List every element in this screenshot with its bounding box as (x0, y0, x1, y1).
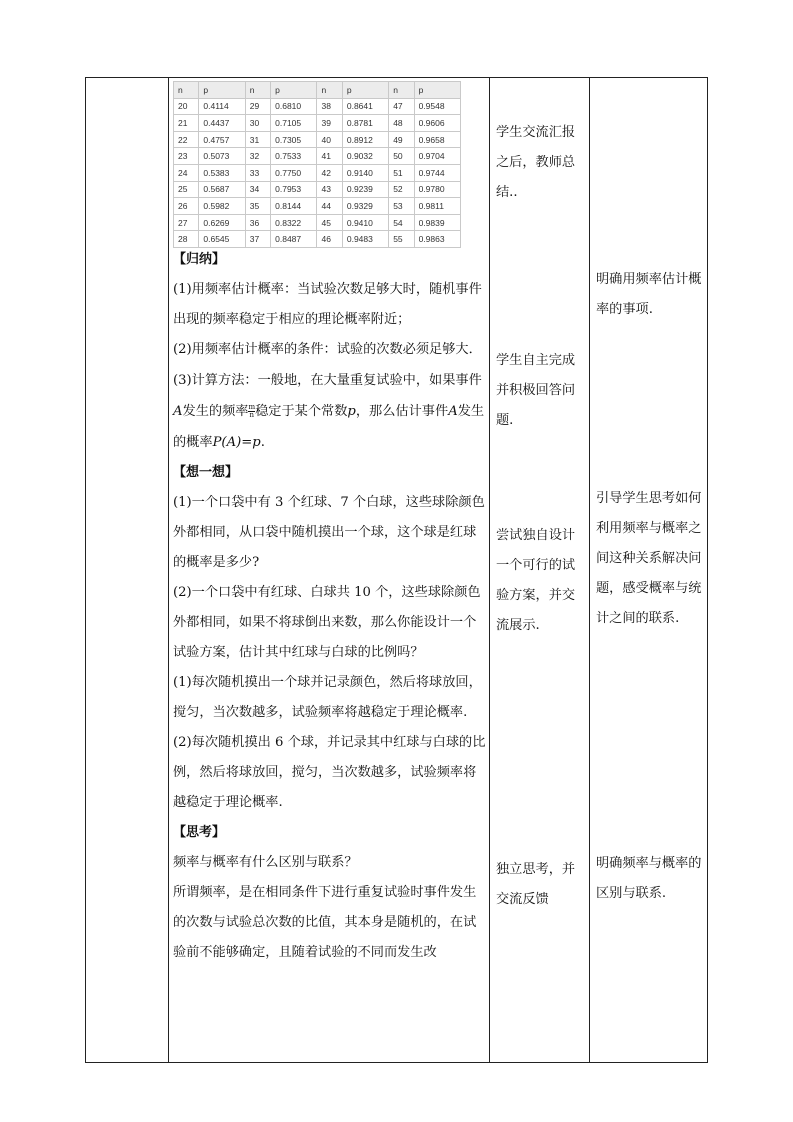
table-cell: 53 (389, 198, 414, 215)
table-cell: 0.9744 (414, 164, 460, 181)
table-cell: 0.6269 (199, 214, 245, 231)
table-cell: 28 (174, 231, 199, 248)
text-run: . (260, 435, 265, 450)
table-row (174, 115, 461, 132)
table-cell: 39 (317, 115, 342, 132)
table-cell: 32 (245, 148, 270, 165)
table-cell: 0.7953 (271, 181, 317, 198)
header-cell: n (317, 82, 342, 99)
table-cell: 0.5073 (199, 148, 245, 165)
table-cell: 0.7533 (271, 148, 317, 165)
table-cell: 0.8487 (271, 231, 317, 248)
header-cell: p (342, 82, 388, 99)
section-heading-summary: 【归纳】 (173, 252, 226, 267)
table-cell: 0.7750 (271, 164, 317, 181)
probability-data-table (173, 81, 461, 248)
teaching-content (173, 245, 487, 968)
table-cell: 0.4114 (199, 98, 245, 115)
table-cell: 0.9863 (414, 231, 460, 248)
table-cell: 0.9032 (342, 148, 388, 165)
table-row (174, 181, 461, 198)
reflect-answer: 所谓频率，是在相同条件下进行重复试验时事件发生的次数与试验总次数的比值，其本身是随机的，在试验前不能够确定，且随着试验的不同而发生改 (173, 885, 477, 960)
table-cell: 37 (245, 231, 270, 248)
table-cell: 34 (245, 181, 270, 198)
table-cell: 20 (174, 98, 199, 115)
table-cell: 0.8322 (271, 214, 317, 231)
table-cell: 0.4757 (199, 131, 245, 148)
student-activity-4: 独立思考，并交流反馈 (496, 862, 576, 907)
question-2: (2)一个口袋中有红球、白球共 10 个，这些球除颜色外都相同，如果不将球倒出来数，那么你能设计一个试验方案，估计其中红球与白球的比例吗？ (173, 585, 481, 660)
table-cell: 0.9410 (342, 214, 388, 231)
table-cell: 52 (389, 181, 414, 198)
table-cell: 0.6810 (271, 98, 317, 115)
table-cell: 21 (174, 115, 199, 132)
table-cell: 41 (317, 148, 342, 165)
answer-2: (2)每次随机摸出 6 个球，并记录其中红球与白球的比例，然后将球放回，搅匀，当次数越多，试验频率将越稳定于理论概率. (173, 735, 486, 810)
text-run: ，那么估计事件 (355, 404, 449, 419)
table-cell: 29 (245, 98, 270, 115)
summary-point-3 (173, 365, 487, 458)
section-heading-think: 【想一想】 (173, 465, 239, 480)
table-cell: 25 (174, 181, 199, 198)
text-run: 发生的频率 (182, 404, 249, 419)
header-cell: n (174, 82, 199, 99)
fraction-numerator: m (248, 403, 256, 411)
table-cell: 0.9606 (414, 115, 460, 132)
question-1: (1)一个口袋中有 3 个红球、7 个白球，这些球除颜色外都相同，从口袋中随机摸出一个球，这个球是红球的概率是多少? (173, 495, 485, 570)
table-cell: 24 (174, 164, 199, 181)
design-intent-3: 明确频率与概率的区别与联系. (596, 856, 702, 901)
section-heading-reflect: 【思考】 (173, 825, 226, 840)
table-cell: 0.5982 (199, 198, 245, 215)
table-cell: 45 (317, 214, 342, 231)
header-cell: p (271, 82, 317, 99)
table-cell: 51 (389, 164, 414, 181)
table-row (174, 98, 461, 115)
math-var: A (448, 404, 458, 419)
table-cell: 48 (389, 115, 414, 132)
table-cell: 38 (317, 98, 342, 115)
math-var: A (173, 404, 183, 419)
table-cell: 0.6545 (199, 231, 245, 248)
table-cell: 44 (317, 198, 342, 215)
table-cell: 54 (389, 214, 414, 231)
table-cell: 0.9658 (414, 131, 460, 148)
table-cell: 0.5383 (199, 164, 245, 181)
table-cell: 35 (245, 198, 270, 215)
math-var: p (347, 404, 356, 419)
header-cell: n (389, 82, 414, 99)
table-cell: 0.9839 (414, 214, 460, 231)
table-cell: 0.9239 (342, 181, 388, 198)
table-cell: 27 (174, 214, 199, 231)
student-activity-3: 尝试独自设计一个可行的试验方案，并交流展示. (496, 528, 576, 633)
header-cell: p (414, 82, 460, 99)
text-run: 稳定于某个常数 (255, 404, 348, 419)
table-cell: 36 (245, 214, 270, 231)
summary-point-2: (2)用频率估计概率的条件：试验的次数必须足够大． (173, 342, 482, 357)
table-row (174, 148, 461, 165)
student-activity-1: 学生交流汇报之后，教师总结.. (496, 125, 576, 200)
table-cell: 0.9548 (414, 98, 460, 115)
table-cell: 0.8781 (342, 115, 388, 132)
table-cell: 33 (245, 164, 270, 181)
text-run: 发生的概率 (173, 404, 485, 450)
reflect-question: 频率与概率有什么区别与联系？ (173, 855, 358, 870)
fraction-denominator: n (249, 411, 255, 419)
table-header-row (174, 82, 461, 99)
table-row (174, 214, 461, 231)
design-intent-2: 引导学生思考如何利用频率与概率之间这种关系解决问题，感受概率与统计之间的联系. (596, 491, 702, 626)
table-cell: 0.4437 (199, 115, 245, 132)
table-cell: 0.7305 (271, 131, 317, 148)
table-cell: 31 (245, 131, 270, 148)
column-divider (168, 78, 169, 1062)
table-cell: 42 (317, 164, 342, 181)
table-row (174, 131, 461, 148)
table-cell: 0.9704 (414, 148, 460, 165)
table-cell: 26 (174, 198, 199, 215)
table-cell: 43 (317, 181, 342, 198)
table-cell: 0.7105 (271, 115, 317, 132)
column-divider (489, 78, 490, 1062)
table-cell: 46 (317, 231, 342, 248)
table-cell: 0.9811 (414, 198, 460, 215)
table-cell: 55 (389, 231, 414, 248)
table-cell: 0.9140 (342, 164, 388, 181)
table-row (174, 164, 461, 181)
answer-1: (1)每次随机摸出一个球并记录颜色，然后将球放回，搅匀，当次数越多，试验频率将越稳定于理论概率. (173, 675, 482, 720)
table-cell: 22 (174, 131, 199, 148)
table-cell: 0.8912 (342, 131, 388, 148)
design-intent-1: 明确用频率估计概率的事项. (596, 272, 702, 317)
table-cell: 0.9483 (342, 231, 388, 248)
table-cell: 47 (389, 98, 414, 115)
table-cell: 0.9329 (342, 198, 388, 215)
table-row (174, 198, 461, 215)
header-cell: p (199, 82, 245, 99)
summary-point-1: (1)用频率估计概率：当试验次数足够大时，随机事件出现的频率稳定于相应的理论概率附近； (173, 282, 482, 327)
table-cell: 0.5687 (199, 181, 245, 198)
table-cell: 0.8641 (342, 98, 388, 115)
column-divider (589, 78, 590, 1062)
table-cell: 23 (174, 148, 199, 165)
table-cell: 40 (317, 131, 342, 148)
table-cell: 30 (245, 115, 270, 132)
text-run: (3)计算方法：一般地，在大量重复试验中，如果事件 (173, 373, 482, 388)
table-cell: 49 (389, 131, 414, 148)
table-cell: 50 (389, 148, 414, 165)
header-cell: n (245, 82, 270, 99)
table-cell: 0.8144 (271, 198, 317, 215)
student-activity-2: 学生自主完成并积极回答问题. (496, 353, 576, 428)
math-formula: P(A)=p (212, 435, 261, 450)
table-cell: 0.9780 (414, 181, 460, 198)
